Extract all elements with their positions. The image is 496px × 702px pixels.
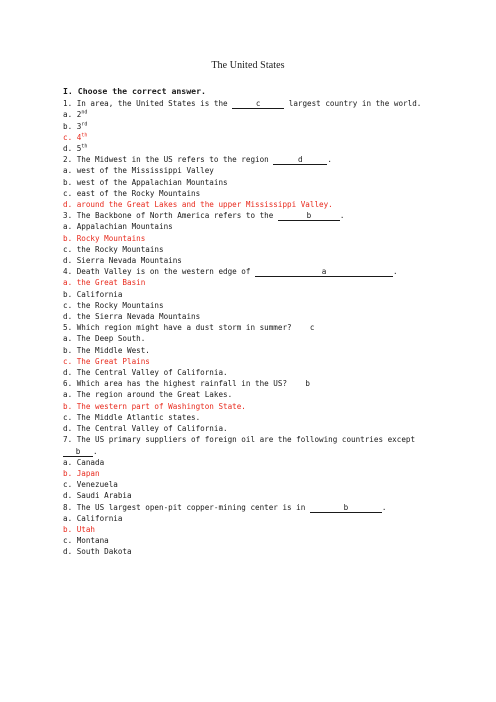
answer-6: b: [305, 379, 310, 389]
option-2a: a. west of the Mississippi Valley: [63, 166, 214, 176]
option-5c-correct: c. The Great Plains: [63, 356, 150, 366]
option-5d: d. The Central Valley of California.: [63, 368, 228, 378]
option-4b: b. California: [63, 289, 123, 299]
question-1: 1. In area, the United States is the c largest country in the world.: [63, 99, 422, 109]
option-4a-correct: a. the Great Basin: [63, 278, 146, 288]
option-3a: a. Appalachian Mountains: [63, 222, 173, 232]
option-8c: c. Montana: [63, 536, 109, 546]
option-3d: d. Sierra Nevada Mountains: [63, 256, 182, 266]
option-2c: c. east of the Rocky Mountains: [63, 188, 201, 198]
question-4: 4. Death Valley is on the western edge of a .: [63, 267, 398, 277]
option-7d: d. Saudi Arabia: [63, 491, 132, 501]
option-7b-correct: b. Japan: [63, 468, 100, 478]
option-7a: a. Canada: [63, 457, 105, 467]
option-8d: d. South Dakota: [63, 547, 132, 557]
option-4c: c. the Rocky Mountains: [63, 300, 164, 310]
option-3b-correct: b. Rocky Mountains: [63, 233, 146, 243]
option-3c: c. the Rocky Mountains: [63, 244, 164, 254]
option-5a: a. The Deep South.: [63, 334, 146, 344]
option-6a: a. The region around the Great Lakes.: [63, 390, 233, 400]
question-8: 8. The US largest open-pit copper-mining center is in b .: [63, 502, 387, 512]
answer-5: c: [309, 323, 315, 333]
option-2d-correct: d. around the Great Lakes and the upper Mississippi Valley.: [63, 200, 333, 210]
option-8a: a. California: [63, 513, 123, 523]
option-4d: d. the Sierra Nevada Mountains: [63, 312, 201, 322]
section-heading: I. Choose the correct answer.: [63, 86, 206, 96]
question-5: 5. Which region might have a dust storm in summer? c: [63, 323, 315, 333]
option-6c: c. The Middle Atlantic states.: [63, 412, 201, 422]
answer-blank-4: a: [255, 267, 393, 277]
question-7: 7. The US primary suppliers of foreign oil are the following countries except b .: [63, 435, 416, 456]
answer-blank-3: b: [278, 211, 340, 221]
question-3: 3. The Backbone of North America refers to the b .: [63, 211, 345, 221]
quiz-content: [63, 86, 441, 558]
option-6d: d. The Central Valley of California.: [63, 424, 228, 434]
document-title: The United States: [211, 60, 285, 71]
option-1c-correct: c. 4th: [63, 132, 88, 142]
option-1b: b. 3rd: [63, 121, 88, 131]
option-2b: b. west of the Appalachian Mountains: [63, 177, 228, 187]
option-5b: b. The Middle West.: [63, 345, 150, 355]
question-6: 6. Which area has the highest rainfall in the US? b: [63, 379, 310, 389]
answer-blank-8: b: [310, 503, 382, 513]
answer-blank-1: c: [232, 99, 284, 109]
answer-blank-2: d: [273, 155, 327, 165]
answer-blank-7: b: [63, 447, 93, 457]
option-8b-correct: b. Utah: [63, 524, 96, 534]
option-7c: c. Venezuela: [63, 480, 118, 490]
question-2: 2. The Midwest in the US refers to the region d .: [63, 155, 332, 165]
option-1d: d. 5th: [63, 143, 88, 154]
option-6b-correct: b. The western part of Washington State.: [63, 401, 246, 411]
option-1a: a. 2nd: [63, 109, 88, 120]
